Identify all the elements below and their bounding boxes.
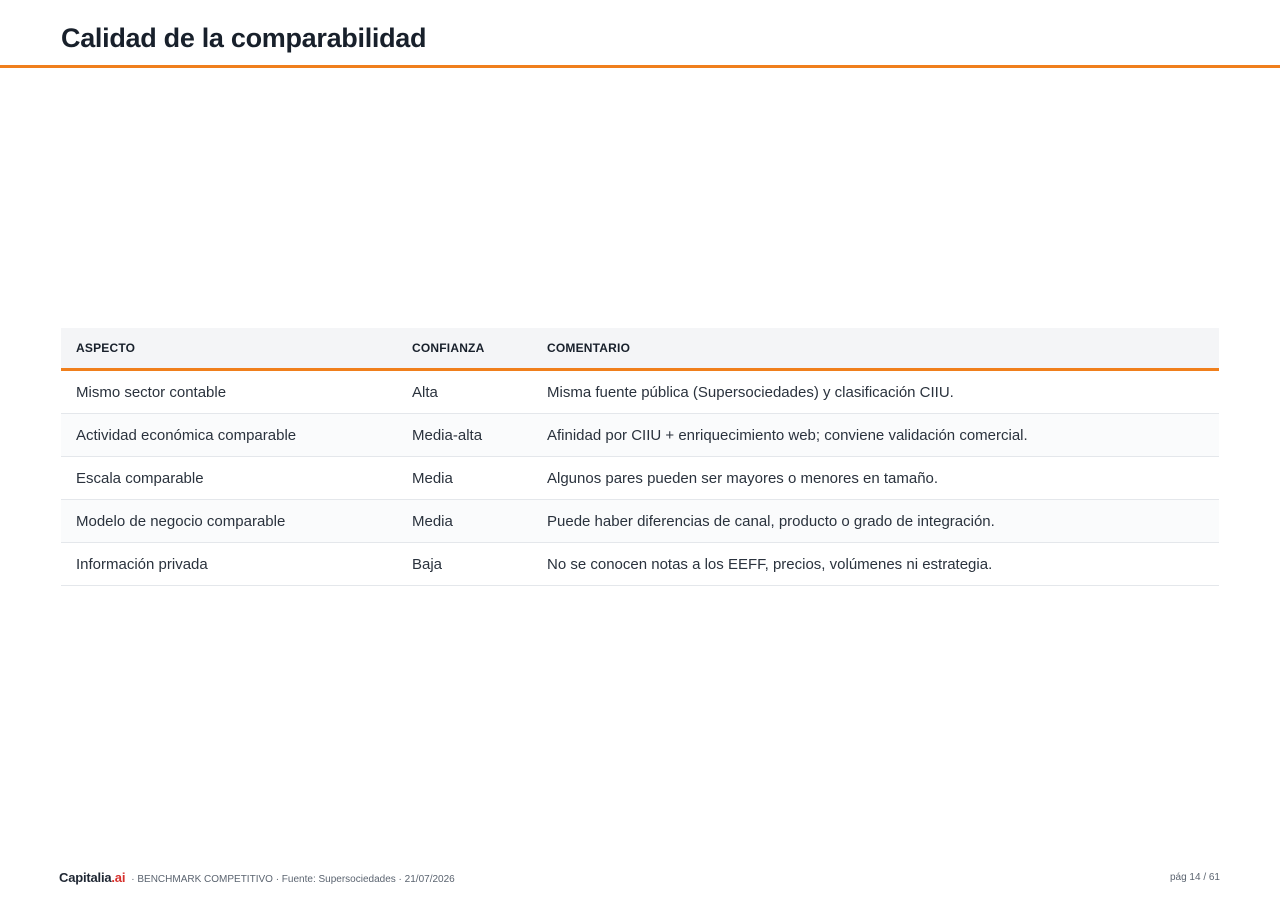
table-row bbox=[61, 543, 1219, 586]
cell-confianza: Media bbox=[397, 500, 532, 543]
table-row bbox=[61, 370, 1219, 414]
page-number: pág 14 / 61 bbox=[1169, 871, 1220, 883]
comparability-table-container bbox=[61, 328, 1219, 586]
cell-comentario: No se conocen notas a los EEFF, precios, volúmenes ni estrategia. bbox=[532, 543, 1219, 586]
cell-aspecto: Escala comparable bbox=[61, 457, 397, 500]
footer-left bbox=[59, 870, 455, 885]
page-footer bbox=[59, 869, 1220, 885]
cell-confianza: Media-alta bbox=[397, 414, 532, 457]
table-header bbox=[61, 328, 1219, 370]
cell-comentario: Misma fuente pública (Supersociedades) y clasificación CIIU. bbox=[532, 370, 1219, 414]
table-row bbox=[61, 414, 1219, 457]
brand-name: Capitalia bbox=[59, 869, 112, 885]
table-row bbox=[61, 500, 1219, 543]
table-body bbox=[61, 370, 1219, 586]
footer-meta: · BENCHMARK COMPETITIVO · Fuente: Supersociedades · 21/07/2026 bbox=[131, 873, 455, 885]
title-divider bbox=[0, 65, 1280, 68]
cell-comentario: Puede haber diferencias de canal, producto o grado de integración. bbox=[532, 500, 1219, 543]
comparability-table bbox=[61, 328, 1219, 586]
brand-suffix: .ai bbox=[111, 869, 126, 885]
cell-confianza: Alta bbox=[397, 370, 532, 414]
column-header-comentario: COMENTARIO bbox=[532, 328, 1219, 370]
cell-confianza: Media bbox=[397, 457, 532, 500]
page-title: Calidad de la comparabilidad bbox=[61, 23, 427, 53]
table-header-row bbox=[61, 328, 1219, 370]
brand-logo bbox=[59, 870, 125, 885]
table-row bbox=[61, 457, 1219, 500]
cell-confianza: Baja bbox=[397, 543, 532, 586]
cell-aspecto: Modelo de negocio comparable bbox=[61, 500, 397, 543]
column-header-confianza: CONFIANZA bbox=[397, 328, 532, 370]
column-header-aspecto: ASPECTO bbox=[61, 328, 397, 370]
cell-comentario: Afinidad por CIIU + enriquecimiento web; conviene validación comercial. bbox=[532, 414, 1219, 457]
cell-aspecto: Información privada bbox=[61, 543, 397, 586]
cell-aspecto: Actividad económica comparable bbox=[61, 414, 397, 457]
cell-aspecto: Mismo sector contable bbox=[61, 370, 397, 414]
cell-comentario: Algunos pares pueden ser mayores o menores en tamaño. bbox=[532, 457, 1219, 500]
